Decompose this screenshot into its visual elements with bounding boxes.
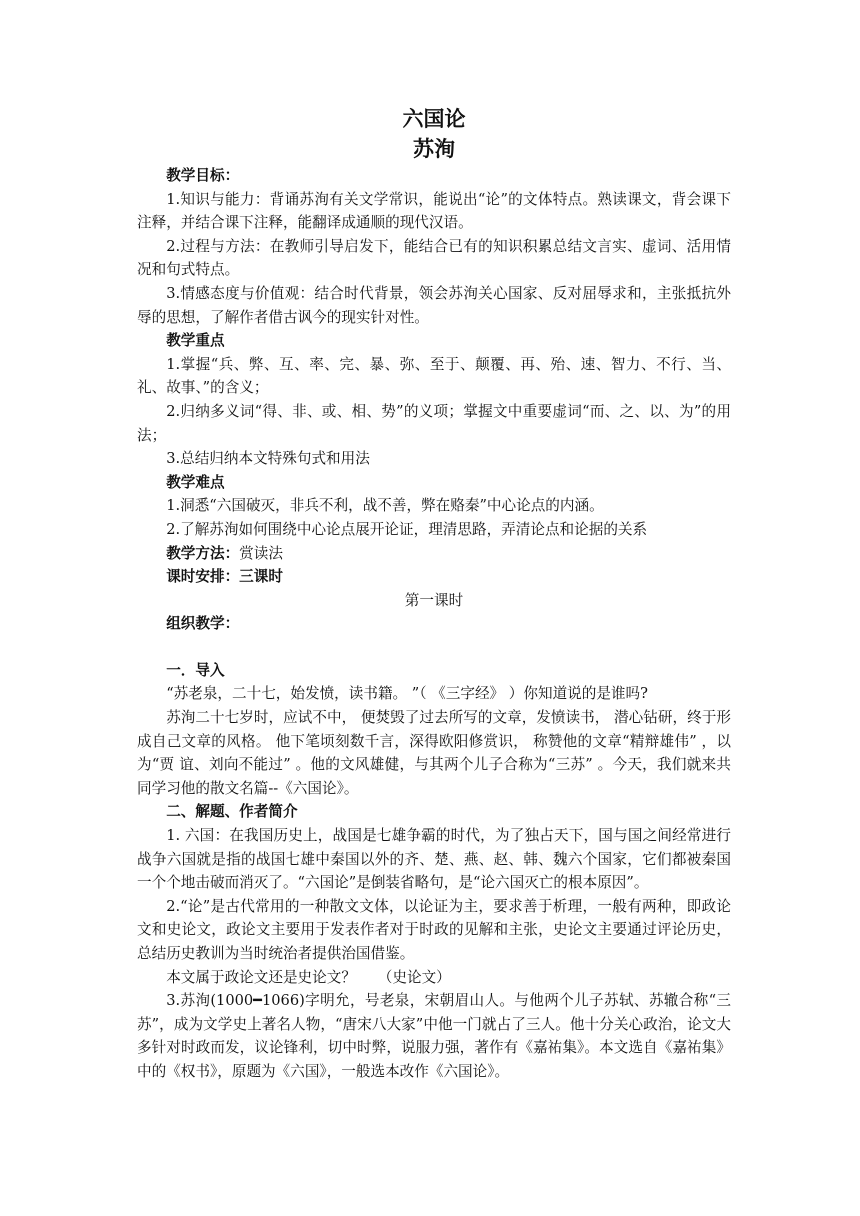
section2-item: 2.“论”是古代常用的一种散文文体，以论证为主，要求善于析理，一般有两种，即政论文和史论文，政论文主要用于发表作者对于时政的见解和主张，史论文主要通过评论历史，总结历史教训为当时统治者提供治国借鉴。 — [137, 897, 731, 962]
document-title: 六国论 — [402, 106, 466, 131]
difficulty-item: 2.了解苏洵如何围绕中心论点展开论证，理清思路，弄清论点和论据的关系 — [166, 520, 648, 538]
organize-heading: 组织教学： — [166, 615, 240, 633]
difficulty-item: 1.洞悉“六国破灭，非兵不利，战不善，弊在赂秦”中心论点的内涵。 — [166, 497, 604, 515]
goal-item: 1.知识与能力：背诵苏洵有关文学常识，能说出“论”的文体特点。熟读课文，背会课下注释，并结合课下注释，能翻译成通顺的现代汉语。 — [137, 190, 731, 232]
focus-item: 2.归纳多义词“得、非、或、相、势”的义项；掌握文中重要虚词“而、之、以、为”的用法； — [137, 402, 731, 444]
goal-item: 2.过程与方法：在教师引导启发下，能结合已有的知识积累总结文言实、虚词、活用情况和句式特点。 — [137, 237, 731, 279]
document-page — [137, 104, 731, 1084]
lesson-heading: 第一课时 — [404, 591, 464, 609]
focus-item: 1.掌握“兵、弊、互、率、完、暴、弥、至于、颠覆、再、殆、速、智力、不行、当、礼、故事、”的含义； — [137, 355, 731, 397]
schedule-line: 课时安排：三课时 — [166, 568, 283, 586]
goal-item: 3.情感态度与价值观：结合时代背景，领会苏洵关心国家、反对屈辱求和，主张抵抗外辱的思想，了解作者借古讽今的现实针对性。 — [137, 284, 731, 326]
section2-item: 3.苏洵(1000━1066)字明允，号老泉，宋朝眉山人。与他两个儿子苏轼、苏辙合称“三苏”，成为文学史上著名人物，“唐宋八大家”中他一门就占了三人。他十分关心政治，论文大多针对时政而发，议论锋利，切中时弊，说服力强，著作有《嘉祐集》。本文选自《嘉祐集》中的《权书》，原题为《六国》，一般选本改作《六国论》。 — [137, 992, 731, 1080]
method-line — [137, 542, 731, 566]
goals-heading: 教学目标： — [166, 167, 240, 184]
focus-item: 3.总结归纳本文特殊句式和用法 — [166, 450, 370, 468]
intro-heading: 一．导入 — [166, 661, 225, 679]
intro-quote: “苏老泉，二十七，始发愤，读书籍。 ”（ 《三字经》 ）你知道说的是谁吗? — [166, 685, 648, 703]
focus-heading: 教学重点 — [166, 332, 225, 350]
method-label: 教学方法： — [166, 544, 240, 562]
section2-item: 1. 六国：在我国历史上，战国是七雄争霸的时代，为了独占天下，国与国之间经常进行战争六国就是指的战国七雄中秦国以外的齐、楚、燕、赵、韩、魏六个国家，它们都被秦国一个个地击破而消灭了。“六国论”是倒装省略句，是“论六国灭亡的根本原因”。 — [137, 827, 731, 892]
intro-text: 苏洵二十七岁时，应试不中， 便焚毁了过去所写的文章，发愤读书， 潜心钻研，终于形成自己文章的风格。 他下笔顷刻数千言，深得欧阳修赏识， 称赞他的文章“精辩雄伟” ，以为“贾 谊、刘向不能过” 。他的文风雄健，与其两个儿子合称为“三苏” 。今天，我们就来共同学习他的散文名篇--《六国论》。 — [137, 709, 731, 797]
method-value: 赏读法 — [239, 544, 283, 562]
document-author: 苏洵 — [413, 136, 455, 161]
difficulty-heading: 教学难点 — [166, 473, 225, 491]
section2-question: 本文属于政论文还是史论文？ （史论文） — [166, 968, 451, 986]
blank-line — [137, 636, 731, 659]
section2-heading: 二、解题、作者简介 — [166, 803, 298, 821]
